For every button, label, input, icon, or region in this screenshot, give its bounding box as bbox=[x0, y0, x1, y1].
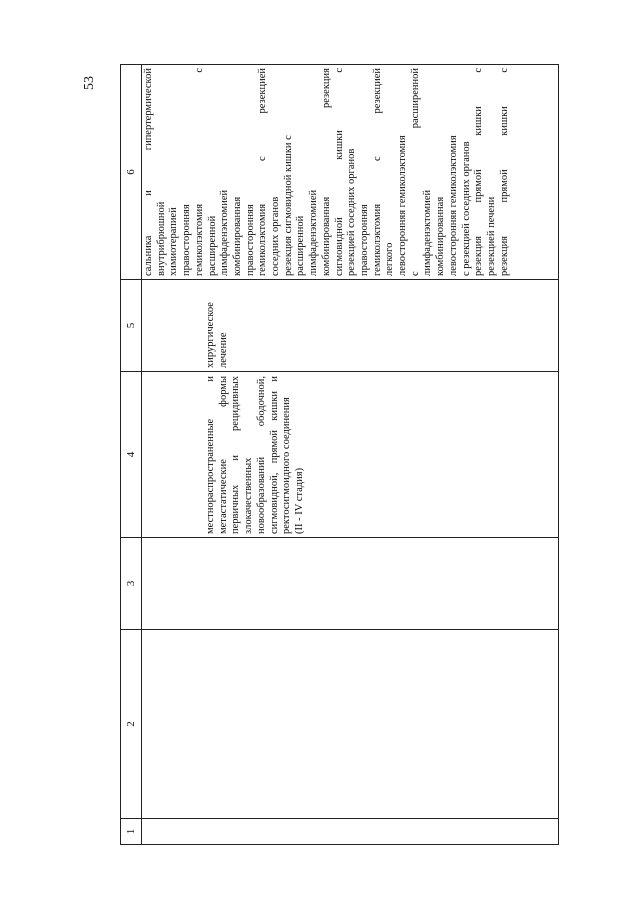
method-line: резекцией печени bbox=[485, 196, 497, 276]
cell-col-2 bbox=[142, 630, 559, 819]
method-line: с резекцией соседних органов bbox=[460, 141, 472, 276]
method-line: расширенной bbox=[206, 215, 218, 276]
method-line: химиотерапией bbox=[168, 207, 180, 276]
method-line: резекцией соседних органов bbox=[346, 148, 358, 276]
diagnosis-text bbox=[142, 372, 307, 537]
cell-col-4 bbox=[142, 372, 559, 538]
header-col-5: 5 bbox=[121, 280, 142, 372]
method-line: гемиколэктомия с bbox=[193, 68, 205, 276]
cell-col-6 bbox=[142, 65, 559, 280]
method-line: комбинированная bbox=[231, 196, 243, 276]
method-line: расширенной bbox=[295, 215, 307, 276]
header-col-1: 1 bbox=[121, 819, 142, 845]
diagnosis-line: местнораспространенные и bbox=[205, 376, 216, 534]
cell-col-5 bbox=[142, 280, 559, 372]
method-line: правосторонняя bbox=[244, 204, 256, 276]
treatment-type-line: лечение bbox=[217, 332, 229, 368]
data-table bbox=[120, 64, 559, 845]
page-number: 53 bbox=[82, 76, 97, 90]
cell-col-3 bbox=[142, 538, 559, 630]
method-line: лимфаденэктомией bbox=[308, 189, 320, 276]
header-col-3: 3 bbox=[121, 538, 142, 630]
header-col-2: 2 bbox=[121, 630, 142, 819]
method-line: сигмовидной кишки с bbox=[333, 68, 345, 276]
method-line: лимфаденэктомией bbox=[422, 189, 434, 276]
diagnosis-line: злокачественных bbox=[243, 457, 255, 534]
method-line: резекция прямой кишки с bbox=[473, 68, 485, 276]
diagnosis-line: сигмовидной, прямой кишки и bbox=[268, 376, 280, 534]
diagnosis-line: ректосигмоидного соединения bbox=[281, 397, 293, 534]
diagnosis-line: метастатические формы bbox=[217, 376, 229, 534]
method-line: правосторонняя bbox=[358, 204, 370, 276]
diagnosis-line: (II - IV стадия) bbox=[293, 467, 305, 534]
table-row bbox=[142, 65, 559, 845]
method-line: лимфаденэктомией bbox=[219, 189, 231, 276]
diagnosis-line: новообразований ободочной, bbox=[255, 376, 267, 534]
header-col-6: 6 bbox=[121, 65, 142, 280]
method-line: соседних органов bbox=[270, 196, 282, 276]
method-line: резекция сигмовидной кишки с bbox=[282, 135, 294, 276]
method-line: с расширенной bbox=[409, 68, 421, 276]
table-header-row bbox=[121, 65, 142, 845]
method-line: левосторонняя гемиколэктомия bbox=[397, 135, 409, 276]
method-line: сальника и гипертермической bbox=[143, 68, 154, 276]
method-line: гемиколэктомия с резекцией bbox=[371, 68, 383, 276]
cell-col-1 bbox=[142, 819, 559, 845]
diagnosis-line: первичных и рецидивных bbox=[230, 376, 242, 534]
method-line: легкого bbox=[384, 242, 396, 276]
header-col-4: 4 bbox=[121, 372, 142, 538]
method-line: внутрибрюшной bbox=[155, 201, 167, 276]
method-line: комбинированная резекция bbox=[320, 68, 332, 276]
method-line: левосторонняя гемиколэктомия bbox=[447, 135, 459, 276]
method-line: комбинированная bbox=[435, 196, 447, 276]
method-line: гемиколэктомия с резекцией bbox=[257, 68, 269, 276]
treatment-type-line: хирургическое bbox=[205, 302, 216, 368]
treatment-type-text bbox=[142, 280, 230, 371]
method-line: правосторонняя bbox=[181, 204, 193, 276]
treatment-methods-text bbox=[142, 65, 511, 279]
rotated-table-container bbox=[120, 65, 559, 845]
method-line: резекция прямой кишки с bbox=[498, 68, 510, 276]
